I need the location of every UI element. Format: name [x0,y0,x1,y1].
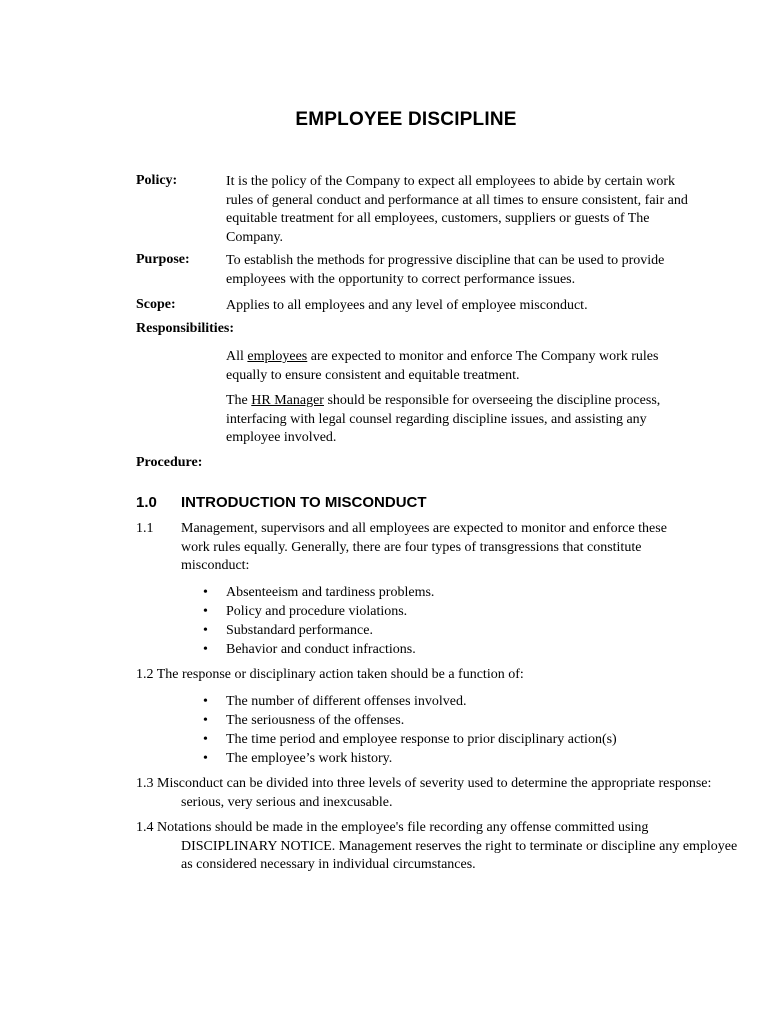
item-1-1-number: 1.1 [136,521,154,536]
responsibilities-p2-pre: The [226,393,252,408]
list-item: • Behavior and conduct infractions. [203,642,416,657]
policy-text: It is the policy of the Company to expect all employees to abide by certain work rules of general conduct and performance at all times to ensure consistent, fair and equitable treatment for all employees, customers, suppliers or guests of The Company. [226,174,688,245]
list-item: • The number of different offenses involved. [203,694,467,709]
item-1-2: 1.2 The response or disciplinary action taken should be a function of: [136,667,524,682]
responsibilities-p2-post: should be responsible for overseeing the discipline process, interfacing with legal counsel regarding discipline issues, and assisting any employee involved. [226,393,661,445]
item-1-4: 1.4 Notations should be made in the employee's file recording any offense committed using DISCIPLINARY NOTICE. Management reserves the right to terminate or discipline any employee as considered necessary in individual circumstances. [136,820,738,872]
item-1-1 [136,520,696,576]
list-item: • The time period and employee response to prior disciplinary action(s) [203,732,617,747]
scope-label: Scope: [136,297,176,312]
item-1-1-text: Management, supervisors and all employees are expected to monitor and enforce these work rules equally. Generally, there are four types of transgressions that constitute misconduct: [181,521,667,573]
bullet-icon: • [203,713,208,728]
list-item: • Substandard performance. [203,623,373,638]
item-1-3: 1.3 Misconduct can be divided into three levels of severity used to determine the appropriate response: serious, very serious and inexcusable. [136,776,712,810]
policy-label: Policy: [136,173,178,188]
bullet-icon: • [203,623,208,638]
purpose-label: Purpose: [136,252,190,267]
responsibilities-paragraph-2 [226,392,676,448]
section-heading [136,494,427,511]
bullet-icon: • [203,751,208,766]
bullet-icon: • [203,694,208,709]
disciplinary-factors-list [203,692,617,768]
bullet-icon: • [203,585,208,600]
list-item: • Policy and procedure violations. [203,604,408,619]
hr-manager-link: HR Manager [251,393,324,408]
list-item: • The employee’s work history. [203,751,393,766]
list-item: • Absenteeism and tardiness problems. [203,585,435,600]
purpose-text: To establish the methods for progressive discipline that can be used to provide employees with the opportunity to correct performance issues. [226,253,665,287]
section-number: 1.0 [136,494,157,511]
document-title: EMPLOYEE DISCIPLINE [295,109,517,130]
misconduct-types-list [203,583,434,659]
bullet-icon: • [203,604,208,619]
employees-link: employees [247,349,308,364]
list-item: • The seriousness of the offenses. [203,713,405,728]
responsibilities-paragraph-1 [226,348,676,385]
bullet-icon: • [203,732,208,747]
responsibilities-p1-post: are expected to monitor and enforce The Company work rules equally to ensure consistent and equitable treatment. [226,349,659,383]
scope-text: Applies to all employees and any level of employee misconduct. [226,298,588,313]
procedure-label: Procedure: [136,455,203,470]
responsibilities-p1-pre: All [226,349,248,364]
bullet-icon: • [203,642,208,657]
section-title: INTRODUCTION TO MISCONDUCT [181,494,427,511]
responsibilities-label: Responsibilities: [136,321,235,336]
